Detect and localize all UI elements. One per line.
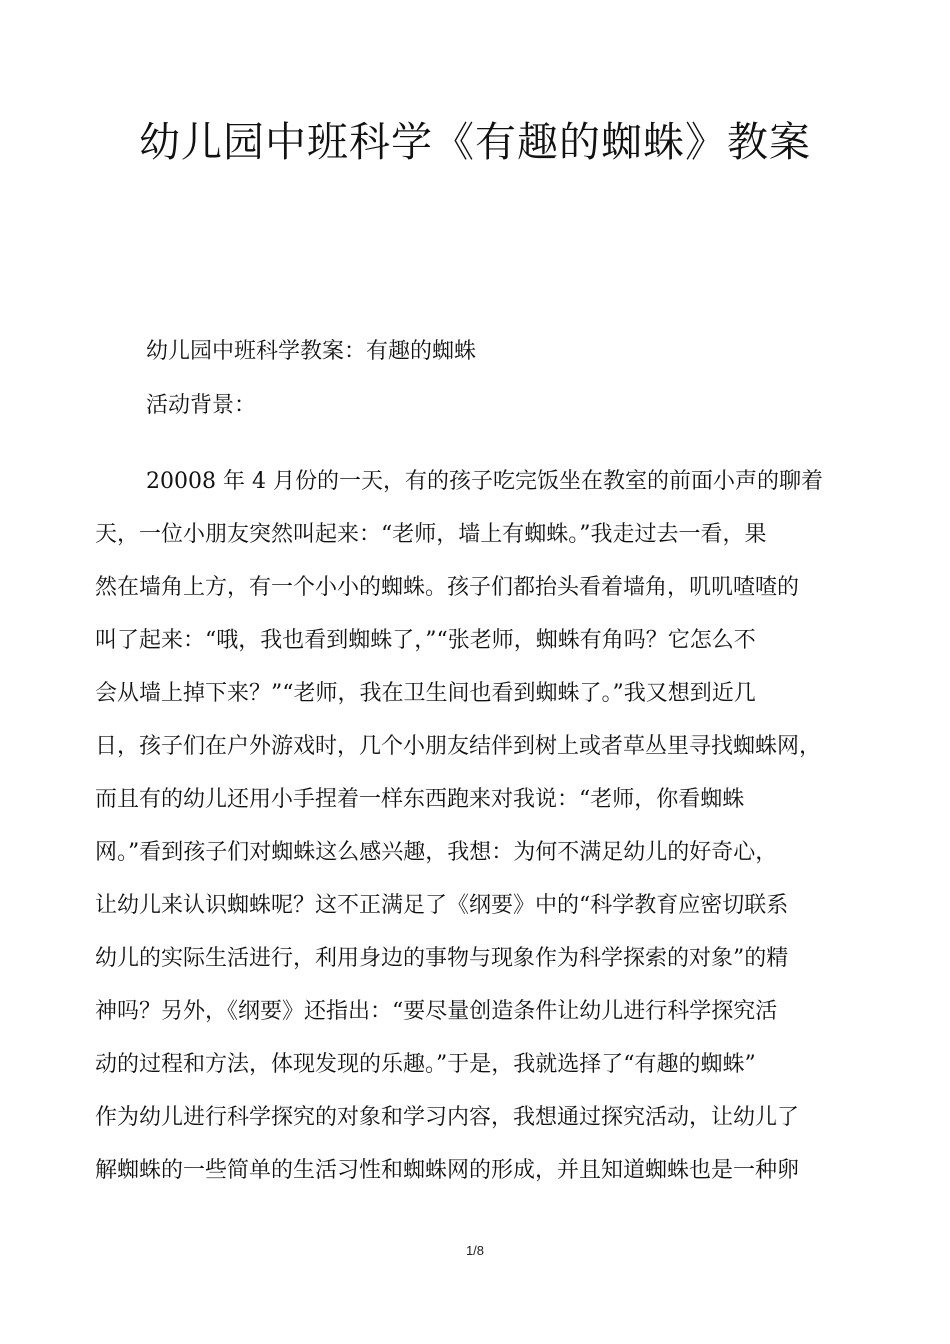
paragraph-line: 网。”看到孩子们对蜘蛛这么感兴趣，我想：为何不满足幼儿的好奇心，	[95, 840, 778, 865]
document-subtitle: 幼儿园中班科学教案：有趣的蜘蛛	[146, 339, 477, 364]
paragraph-line: 神吗？另外，《纲要》还指出：“要尽量创造条件让幼儿进行科学探究活	[95, 999, 778, 1024]
paragraph-line: 解蜘蛛的一些简单的生活习性和蜘蛛网的形成，并且知道蜘蛛也是一种卵	[95, 1158, 800, 1183]
section-heading: 活动背景：	[146, 393, 257, 418]
page-number: 1/8	[465, 1243, 485, 1258]
paragraph-line: 而且有的幼儿还用小手捏着一样东西跑来对我说：“老师，你看蜘蛛	[95, 787, 745, 812]
paragraph-line: 然在墙角上方，有一个小小的蜘蛛。孩子们都抬头看着墙角，叽叽喳喳的	[95, 575, 800, 600]
paragraph-line: 让幼儿来认识蜘蛛呢？这不正满足了《纲要》中的“科学教育应密切联系	[95, 893, 789, 918]
paragraph-line: 幼儿的实际生活进行，利用身边的事物与现象作为科学探索的对象”的精	[95, 946, 789, 971]
paragraph-line: 作为幼儿进行科学探究的对象和学习内容，我想通过探究活动，让幼儿了	[95, 1105, 800, 1130]
paragraph-line: 天，一位小朋友突然叫起来：“老师，墙上有蜘蛛。”我走过去一看，果	[95, 522, 767, 547]
paragraph-line: 动的过程和方法，体现发现的乐趣。”于是，我就选择了“有趣的蜘蛛”	[95, 1052, 756, 1077]
paragraph-line: 日，孩子们在户外游戏时，几个小朋友结伴到树上或者草丛里寻找蜘蛛网，	[95, 734, 822, 759]
paragraph-line: 20008 年 4 月份的一天，有的孩子吃完饭坐在教室的前面小声的聊着	[146, 469, 823, 494]
paragraph-line: 叫了起来：“哦，我也看到蜘蛛了，”“张老师，蜘蛛有角吗？它怎么不	[95, 628, 756, 653]
paragraph-line: 会从墙上掉下来？”“老师，我在卫生间也看到蜘蛛了。”我又想到近几	[95, 681, 756, 706]
document-title: 幼儿园中班科学《有趣的蜘蛛》教案	[139, 118, 811, 166]
